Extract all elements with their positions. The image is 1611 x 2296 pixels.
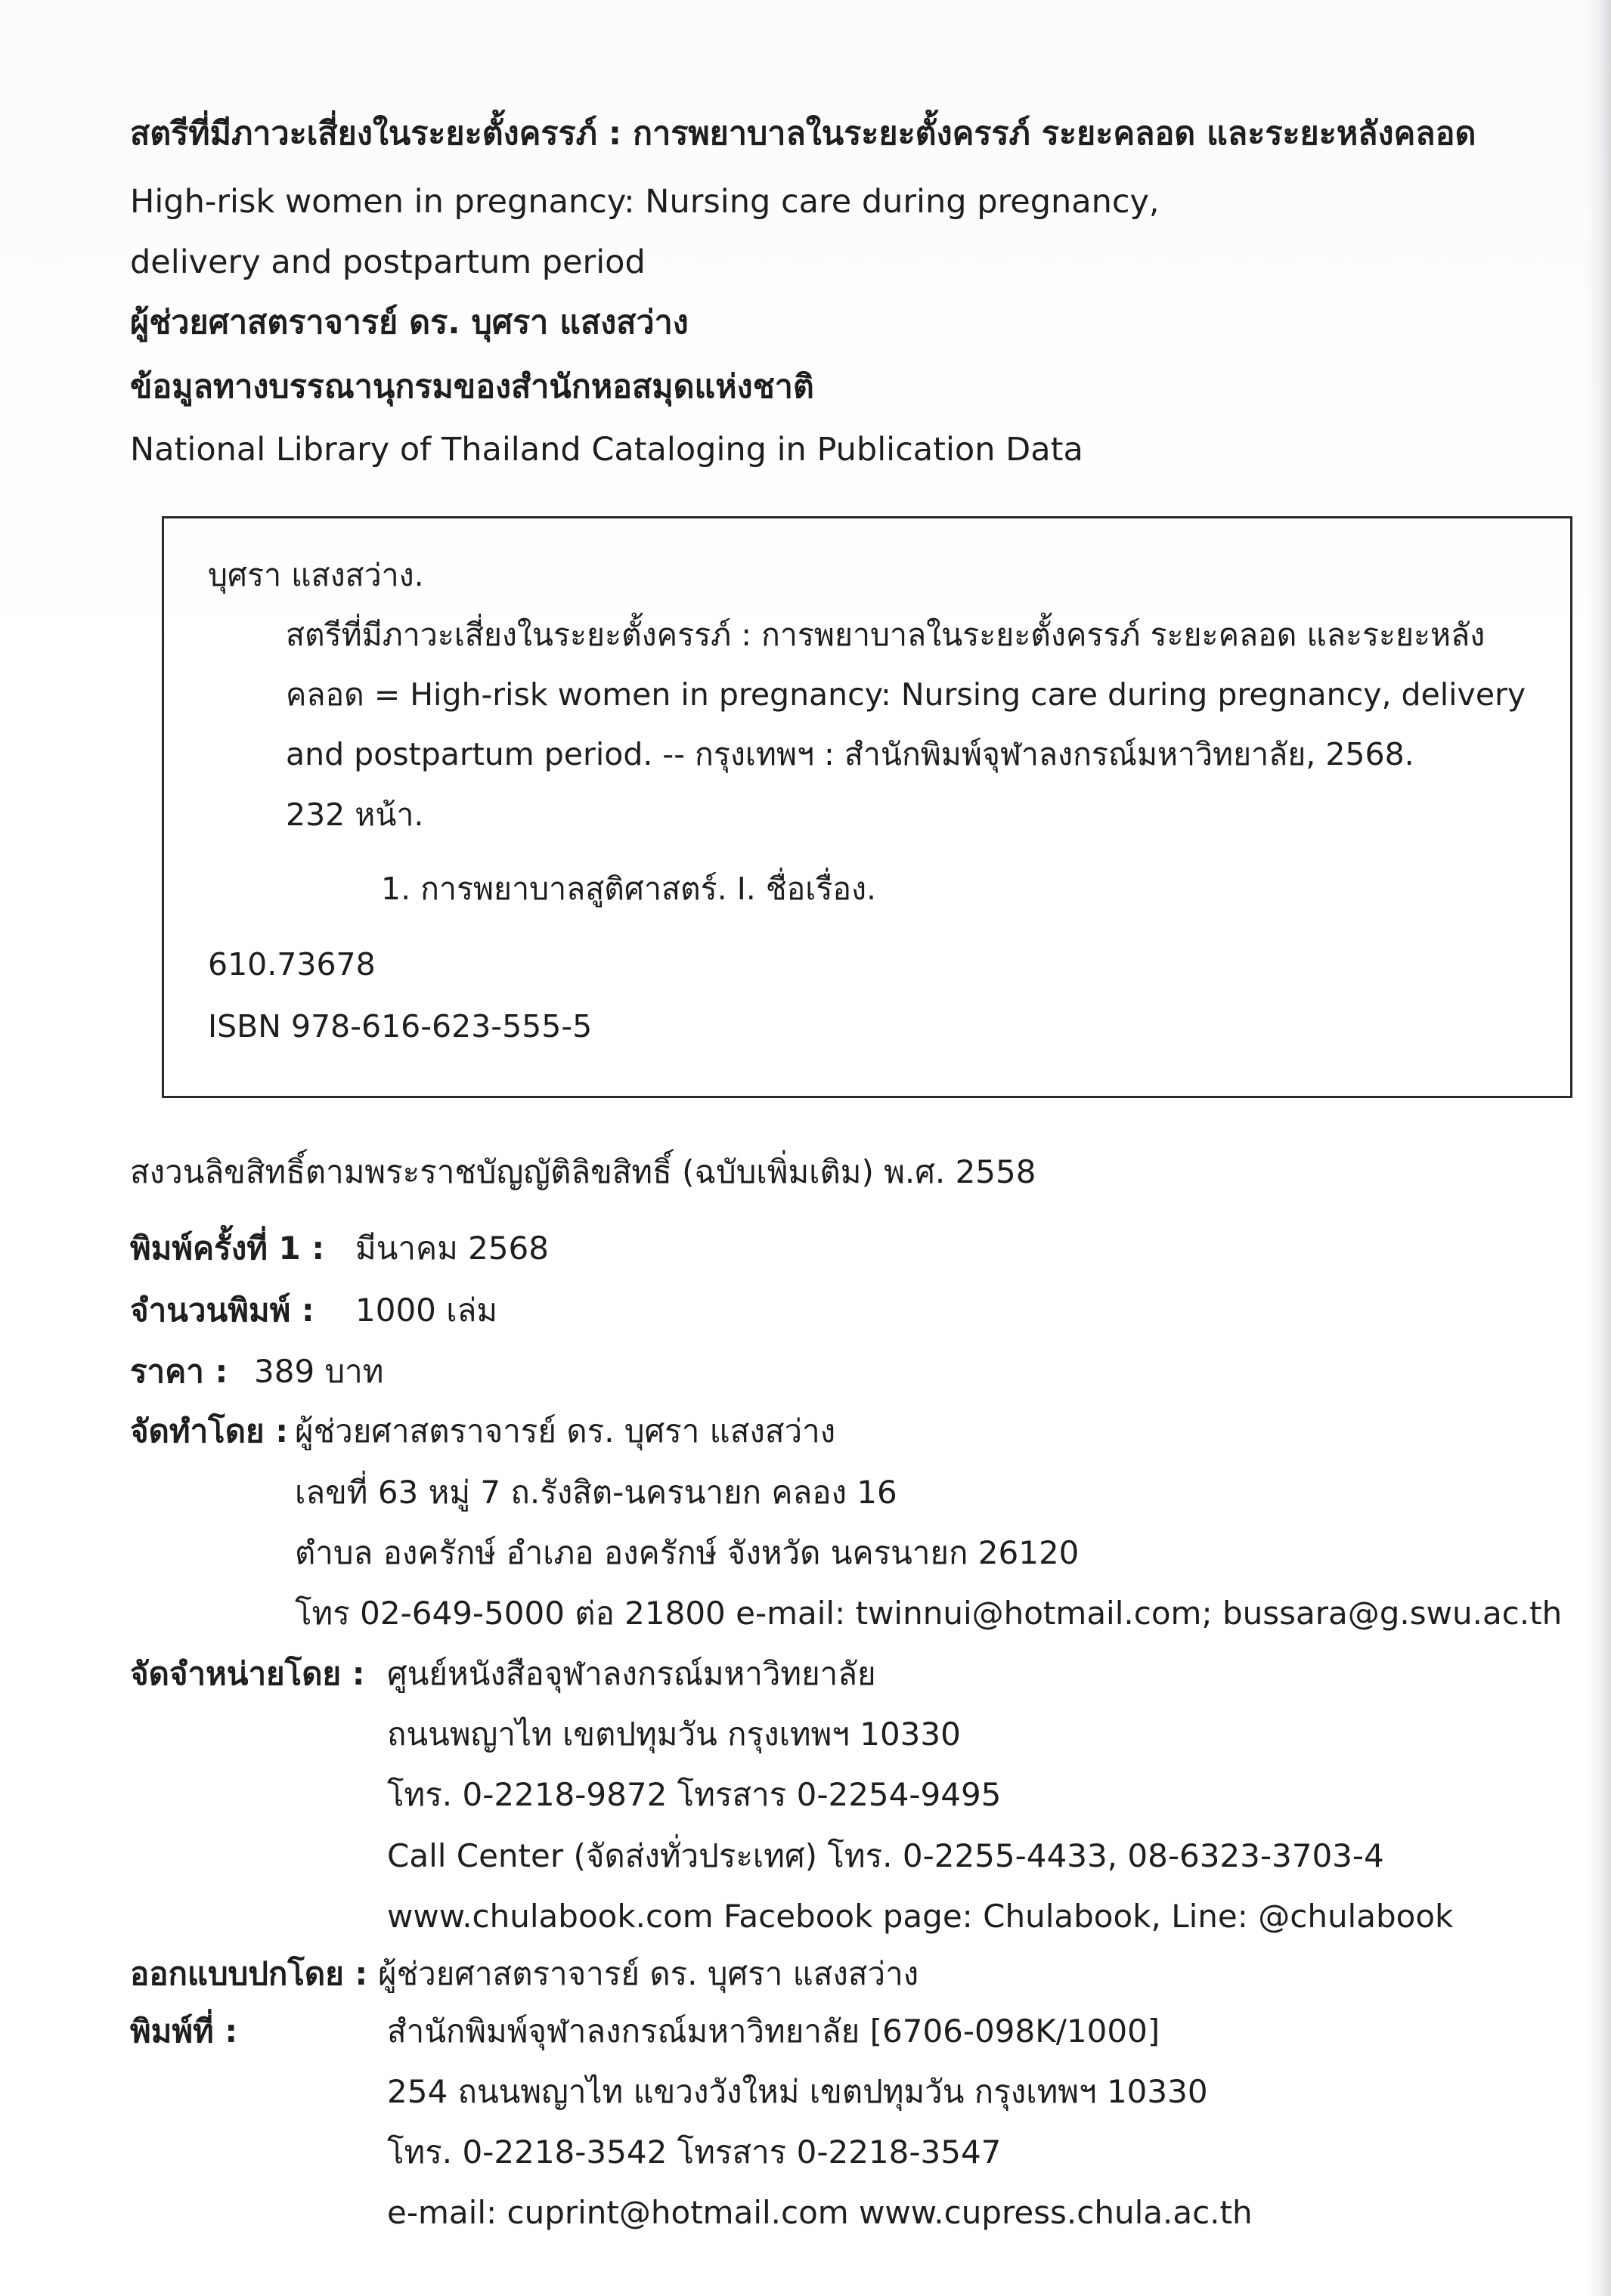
cover-value: ผู้ช่วยศาสตราจารย์ ดร. บุศรา แสงสว่าง xyxy=(378,1955,919,1992)
catalog-subject: 1. การพยาบาลสูติศาสตร์. I. ชื่อเรื่อง. xyxy=(381,871,877,907)
producer-label: จัดทำโดย : xyxy=(130,1413,289,1450)
printer-line: e-mail: cuprint@hotmail.com www.cupress.chula.ac.th xyxy=(387,2194,1253,2231)
distributor-line: โทร. 0-2218-9872 โทรสาร 0-2254-9495 xyxy=(387,1776,1002,1813)
printer-line: 254 ถนนพญาไท แขวงวังใหม่ เขตปทุมวัน กรุงเทพฯ 10330 xyxy=(387,2073,1208,2110)
english-title-line2: delivery and postpartum period xyxy=(130,243,646,281)
distributor-line: ศูนย์หนังสือจุฬาลงกรณ์มหาวิทยาลัย xyxy=(387,1655,876,1692)
edition-label: พิมพ์ครั้งที่ 1 : xyxy=(130,1230,325,1267)
catalog-classification: 610.73678 xyxy=(208,946,376,982)
catalog-title-line3: and postpartum period. -- กรุงเทพฯ : สำนักพิมพ์จุฬาลงกรณ์มหาวิทยาลัย, 2568. xyxy=(286,736,1414,772)
cover-label: ออกแบบปกโดย : xyxy=(130,1955,368,1992)
cip-heading-thai: ข้อมูลทางบรรณานุกรมของสำนักหอสมุดแห่งชาติ xyxy=(130,368,814,406)
copies-label: จำนวนพิมพ์ : xyxy=(130,1292,314,1329)
catalog-title-line2: คลอด = High-risk women in pregnancy: Nursing care during pregnancy, delivery xyxy=(286,676,1526,713)
producer-line: เลขที่ 63 หมู่ 7 ถ.รังสิต-นครนายก คลอง 16 xyxy=(295,1474,897,1511)
catalog-record-box xyxy=(162,516,1572,1098)
printer-label: พิมพ์ที่ : xyxy=(130,2013,238,2050)
thai-title: สตรีที่มีภาวะเสี่ยงในระยะตั้งครรภ์ : การพยาบาลในระยะตั้งครรภ์ ระยะคลอด และระยะหลังคลอด xyxy=(130,115,1476,153)
printer-line: โทร. 0-2218-3542 โทรสาร 0-2218-3547 xyxy=(387,2134,1002,2171)
copyright-statement: สงวนลิขสิทธิ์ตามพระราชบัญญัติลิขสิทธิ์ (ฉบับเพิ่มเติม) พ.ศ. 2558 xyxy=(130,1153,1036,1190)
english-title-line1: High-risk women in pregnancy: Nursing care during pregnancy, xyxy=(130,183,1160,221)
distributor-line: www.chulabook.com Facebook page: Chulabook, Line: @chulabook xyxy=(387,1898,1454,1935)
distributor-label: จัดจำหน่ายโดย : xyxy=(130,1655,365,1692)
distributor-line: Call Center (จัดส่งทั่วประเทศ) โทร. 0-2255-4433, 08-6323-3703-4 xyxy=(387,1837,1384,1874)
binding-shadow xyxy=(1585,0,1611,2296)
catalog-main-entry: บุศรา แสงสว่าง. xyxy=(208,557,424,593)
catalog-pages: 232 หน้า. xyxy=(286,797,424,833)
price-value: 389 บาท xyxy=(254,1353,384,1390)
edition-value: มีนาคม 2568 xyxy=(355,1230,549,1267)
printer-line: สำนักพิมพ์จุฬาลงกรณ์มหาวิทยาลัย [6706-098K/1000] xyxy=(387,2013,1160,2050)
price-label: ราคา : xyxy=(130,1353,228,1390)
distributor-line: ถนนพญาไท เขตปทุมวัน กรุงเทพฯ 10330 xyxy=(387,1716,961,1753)
producer-line: ตำบล องครักษ์ อำเภอ องครักษ์ จังหวัด นครนายก 26120 xyxy=(295,1534,1080,1571)
copies-value: 1000 เล่ม xyxy=(355,1292,498,1329)
catalog-title-line1: สตรีที่มีภาวะเสี่ยงในระยะตั้งครรภ์ : การพยาบาลในระยะตั้งครรภ์ ระยะคลอด และระยะหลัง xyxy=(286,617,1486,653)
producer-line: ผู้ช่วยศาสตราจารย์ ดร. บุศรา แสงสว่าง xyxy=(295,1413,836,1450)
author: ผู้ช่วยศาสตราจารย์ ดร. บุศรา แสงสว่าง xyxy=(130,304,689,342)
cip-heading-english: National Library of Thailand Cataloging in Publication Data xyxy=(130,431,1083,469)
catalog-isbn: ISBN 978-616-623-555-5 xyxy=(208,1008,593,1044)
producer-line: โทร 02-649-5000 ต่อ 21800 e-mail: twinnui@hotmail.com; bussara@g.swu.ac.th xyxy=(295,1595,1563,1632)
